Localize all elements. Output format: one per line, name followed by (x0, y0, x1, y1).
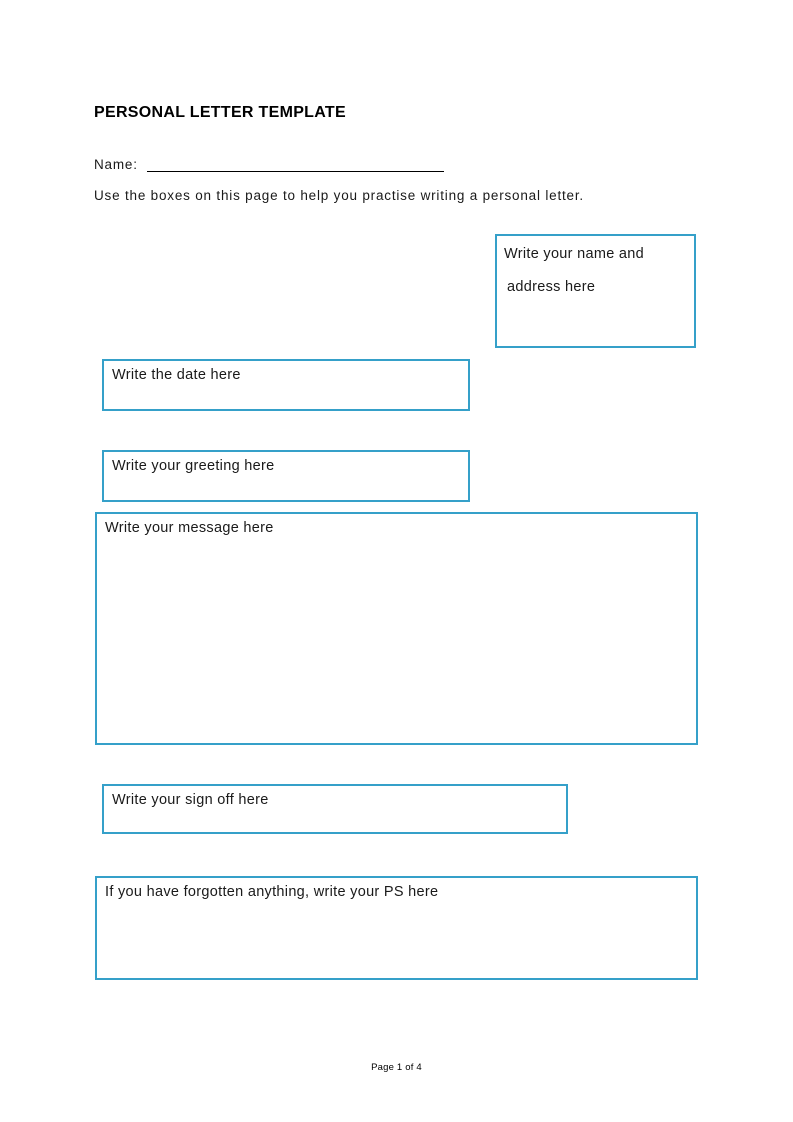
name-underline-field[interactable] (147, 156, 444, 172)
name-address-box-label-line1: Write your name and (504, 246, 645, 262)
message-box-label: Write your message here (105, 520, 274, 536)
instructions-text: Use the boxes on this page to help you practise writing a personal letter. (94, 188, 584, 203)
name-label: Name: (94, 157, 138, 172)
message-box[interactable] (95, 512, 698, 745)
sign-off-box-label: Write your sign off here (112, 792, 269, 808)
date-box-label: Write the date here (112, 367, 241, 383)
name-address-box[interactable] (495, 234, 696, 348)
page-number-footer: Page 1 of 4 (371, 1062, 422, 1073)
page-title: PERSONAL LETTER TEMPLATE (94, 104, 346, 121)
greeting-box-label: Write your greeting here (112, 458, 275, 474)
ps-box[interactable] (95, 876, 698, 980)
name-address-box-label-line2: address here (507, 279, 596, 295)
sign-off-box[interactable] (102, 784, 568, 834)
name-row (94, 156, 444, 172)
ps-box-label: If you have forgotten anything, write your PS here (105, 884, 439, 900)
greeting-box[interactable] (102, 450, 470, 502)
date-box[interactable] (102, 359, 470, 411)
